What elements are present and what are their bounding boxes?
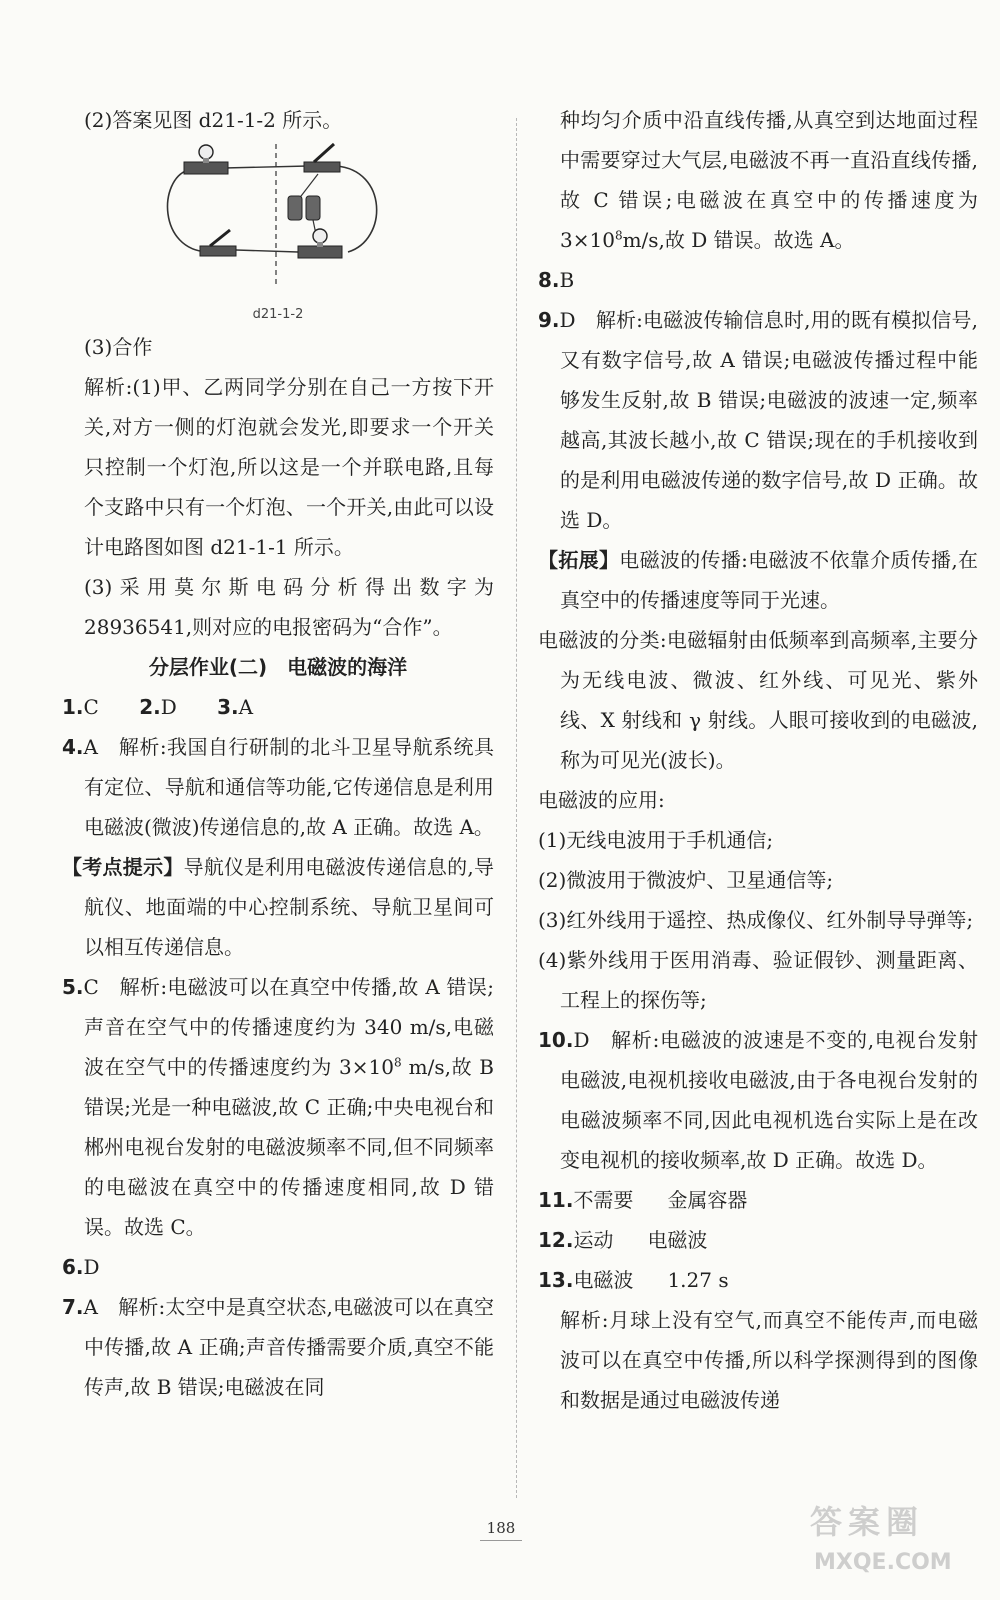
answers-1-3 [62,687,494,727]
watermark-logo [800,1500,990,1590]
switch-base-top [304,162,340,172]
q1-answer: C [83,695,99,719]
q7-cont-a: 种均匀介质中沿直线传播,从真空到达地面过程中需要穿过大气层,电磁波不再一直沿直线传播,故 C 错误;电磁波在真空中的传播速度为 3×10 [560,108,978,252]
q9-item [538,300,978,540]
watermark-text: 答案圈 [810,1503,925,1541]
application-3: (3)红外线用于遥控、热成像仪、红外制导导弹等; [538,908,974,932]
wire-right [336,166,377,252]
analysis-1: 解析:(1)甲、乙两同学分别在自己一方按下开关,对方一侧的灯泡就会发光,即要求一个开关只控制一个灯泡,所以这是一个并联电路,且每个支路中只有一个灯泡、一个开关,由此可以设计电路图如图 d21-1-1 所示。 [84,375,494,559]
tip-label: 【考点提示】 [62,855,184,879]
figure-caption: d21-1-2 [252,307,304,322]
q5-analysis-a: 解析:电磁波可以在真空中传播,故 A 错误;声音在空气中的传播速度约为 340 m/s,电磁波在空气中的传播速度约为 3×10 [84,975,494,1079]
q2-answer: D [160,695,177,719]
q13-item [538,1260,978,1300]
analysis-3: (3)采用莫尔斯电码分析得出数字为 28936541,则对应的电报密码为“合作”。 [84,575,494,639]
q10-item [538,1020,978,1180]
q4-item [62,727,494,847]
q3-answer: A [238,695,254,719]
answer-3: (3)合作 [84,335,153,359]
lamp-holder-bottom [298,246,342,258]
q11-answer-2: 金属容器 [667,1188,748,1212]
q7-continued [538,100,978,260]
q5-exponent: 8 [393,1055,402,1070]
q6-item [62,1247,494,1287]
q4-number: 4. [62,735,84,759]
watermark-url: MXQE.COM [814,1550,952,1575]
q10-analysis: 解析:电磁波的波速是不变的,电视台发射电磁波,电视机接收电磁波,由于各电视台发射的电磁波频率不同,因此电视机选台实际上是在改变电视机的接收频率,故 D 正确。故选 D。 [560,1028,978,1172]
q5-item [62,967,494,1247]
extension-label: 【拓展】 [538,548,620,572]
wire-bottom [236,250,298,252]
extension [538,540,978,620]
q6-number: 6. [62,1255,84,1279]
battery-icon [288,196,302,220]
q12-item [538,1220,978,1260]
q8-number: 8. [538,268,560,292]
q12-number: 12. [538,1228,574,1252]
application-4: (4)紫外线用于医用消毒、验证假钞、测量距离、工程上的探伤等; [538,948,978,1012]
q7-number: 7. [62,1295,84,1319]
q2-number: 2. [139,695,161,719]
q7-exponent: 8 [614,228,623,243]
section-title: 分层作业(二) 电磁波的海洋 [148,655,408,679]
q13-answer-2: 1.27 s [667,1268,729,1292]
q12-answer-2: 电磁波 [647,1228,708,1252]
q9-number: 9. [538,308,560,332]
q7-answer: A [83,1295,98,1319]
q13-answer-1: 电磁波 [573,1268,634,1292]
battery-icon [306,196,320,220]
bulb-base-icon [317,242,323,247]
answer-2: (2)答案见图 d21-1-2 所示。 [84,108,343,132]
q7-cont-b: m/s,故 D 错误。故选 A。 [622,228,855,252]
application-1: (1)无线电波用于手机通信; [538,828,774,852]
bulb-icon [199,145,213,159]
q5-analysis-b: m/s,故 B 错误;光是一种电磁波,故 C 正确;中央电视台和郴州电视台发射的电磁波频率不同,但不同频率的电磁波在真空中的传播速度相同,故 D 错误。故选 C。 [84,1055,494,1239]
q4-tip [62,847,494,967]
switch-base-bottom [200,246,236,256]
q4-analysis: 解析:我国自行研制的北斗卫星导航系统具有定位、导航和通信等功能,它传递信息是利用电磁波(微波)传递信息的,故 A 正确。故选 A。 [84,735,494,839]
q8-answer: B [559,268,575,292]
circuit-figure [62,140,494,327]
q10-answer: D [573,1028,590,1052]
q1-number: 1. [62,695,84,719]
left-column [62,100,494,1407]
column-divider [516,118,517,1498]
q11-number: 11. [538,1188,574,1212]
q13-number: 13. [538,1268,574,1292]
circuit-diagram [148,140,408,290]
q8-item [538,260,978,300]
applications-title: 电磁波的应用: [538,788,665,812]
q10-number: 10. [538,1028,574,1052]
q11-answer-1: 不需要 [573,1188,634,1212]
switch-lever-icon [210,230,230,246]
extension-text: 电磁波的传播:电磁波不依靠介质传播,在真空中的传播速度等同于光速。 [560,548,978,612]
application-2: (2)微波用于微波炉、卫星通信等; [538,868,834,892]
q12-answer-1: 运动 [573,1228,614,1252]
right-column [538,100,978,1420]
q3-number: 3. [217,695,239,719]
switch-lever-icon [314,144,334,162]
page-number: 188 [480,1516,522,1541]
bulb-base-icon [203,158,209,163]
bulb-icon [313,229,327,243]
q11-item [538,1180,978,1220]
q9-analysis: 解析:电磁波传输信息时,用的既有模拟信号,又有数字信号,故 A 错误;电磁波传播过程中能够发生反射,故 B 错误;电磁波的波速一定,频率越高,其波长越小,故 C 错误;现在的手机接收到的是利用电磁波传递的数字信号,故 D 正确。故选 D。 [560,308,979,532]
lamp-holder-top [184,162,228,174]
q13-analysis: 解析:月球上没有空气,而真空不能传声,而电磁波可以在真空中传播,所以科学探测得到的图像和数据是通过电磁波传递 [560,1308,978,1412]
wire-top [224,166,308,168]
tip-text: 导航仪是利用电磁波传递信息的,导航仪、地面端的中心控制系统、导航卫星间可以相互传递信息。 [84,855,495,959]
q7-analysis: 解析:太空中是真空状态,电磁波可以在真空中传播,故 A 正确;声音传播需要介质,真空不能传声,故 B 错误;电磁波在同 [84,1295,494,1399]
q7-item [62,1287,494,1407]
q4-answer: A [83,735,98,759]
q9-answer: D [559,308,576,332]
q6-answer: D [83,1255,100,1279]
wire-left [168,170,208,252]
q5-number: 5. [62,975,84,999]
q5-answer: C [83,975,99,999]
classification: 电磁波的分类:电磁辐射由低频率到高频率,主要分为无线电波、微波、红外线、可见光、紫外线、X 射线和 γ 射线。人眼可接收到的电磁波,称为可见光(波长)。 [538,628,978,772]
